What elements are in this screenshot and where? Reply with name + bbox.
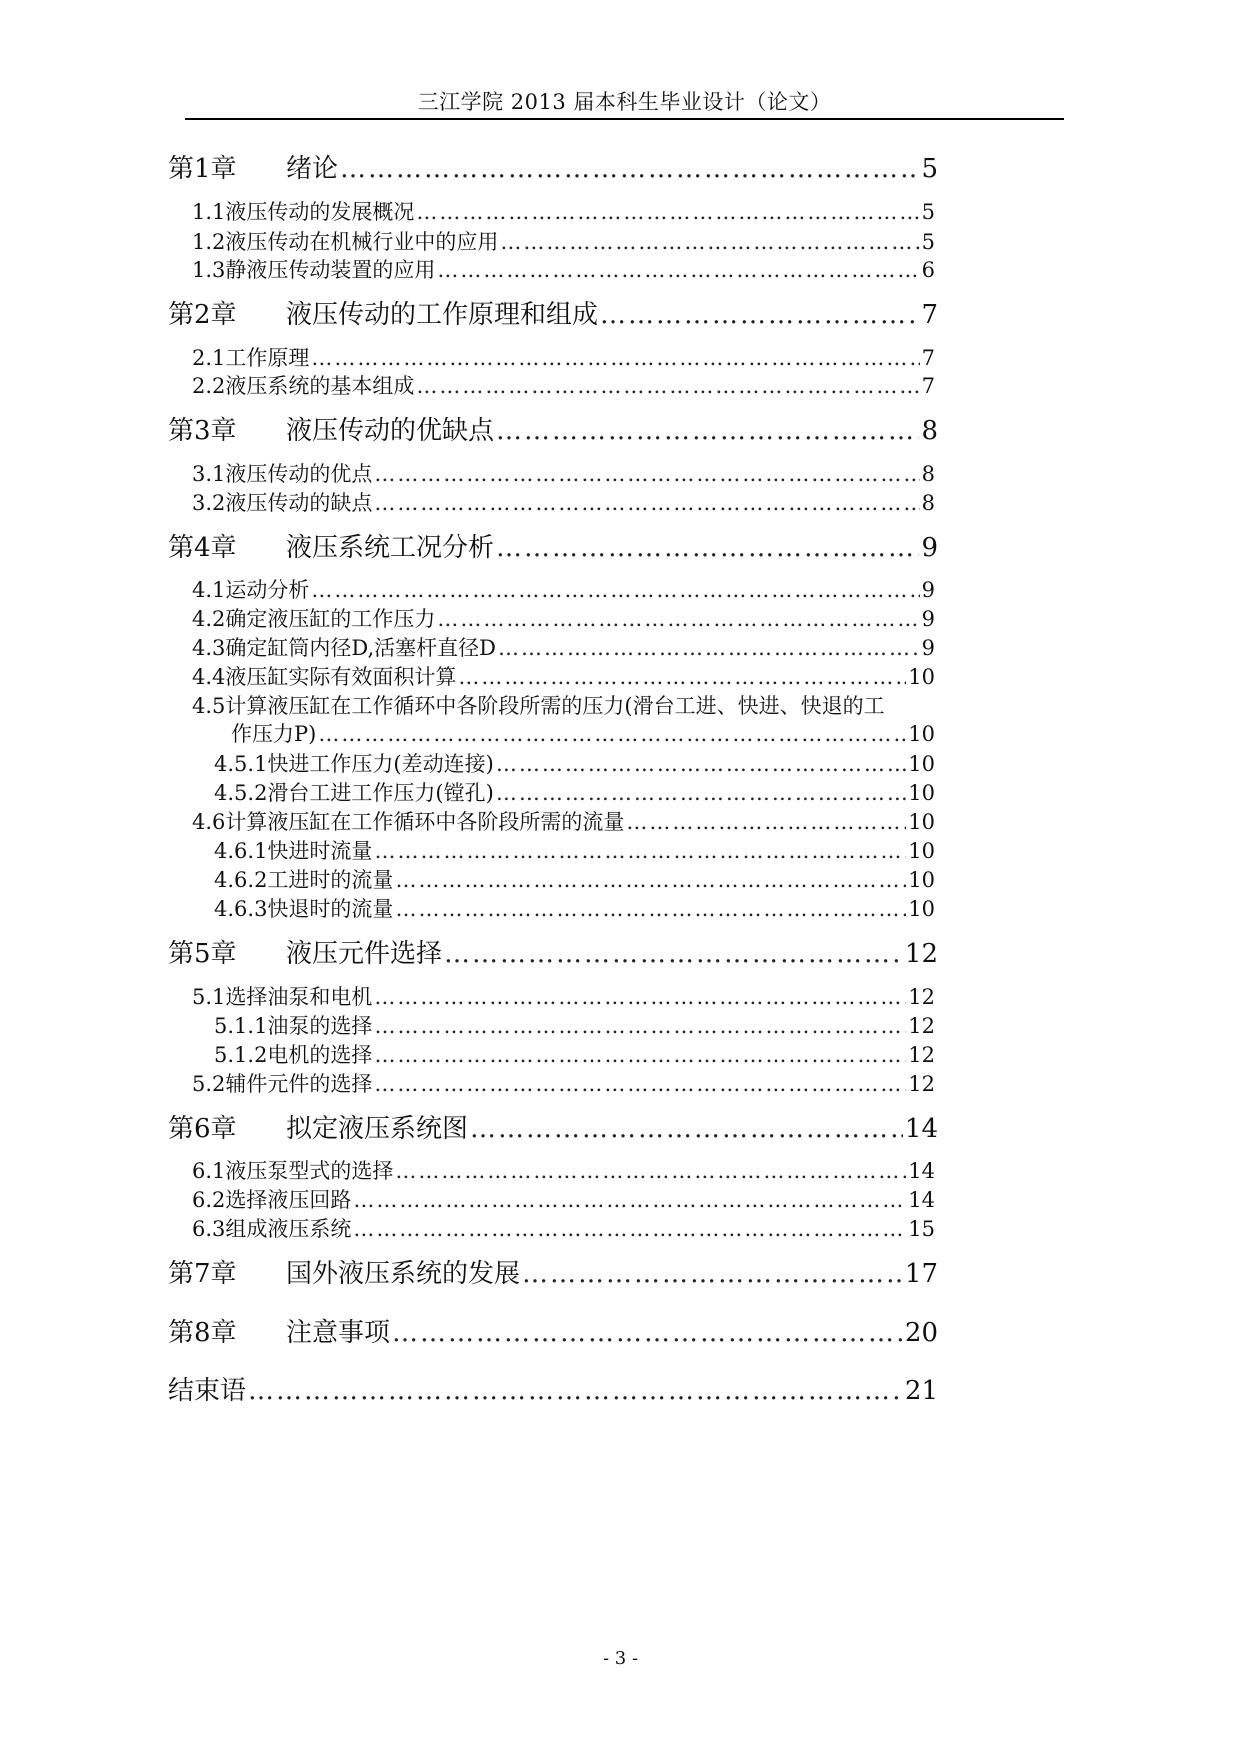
- toc-chapter-1[interactable]: [168, 148, 938, 185]
- section-title: 4.3确定缸筒内径D,活塞杆直径D: [192, 636, 496, 660]
- page-number: 6: [921, 258, 935, 282]
- section-title: 4.6计算液压缸在工作循环中各阶段所需的流量: [192, 810, 625, 834]
- toc-section-4-5-1[interactable]: [214, 748, 935, 778]
- page-number: 10: [908, 839, 935, 863]
- chapter-number: 第8章: [168, 1318, 237, 1348]
- chapter-number: 第3章: [168, 416, 237, 446]
- chapter-title: 国外液压系统的发展: [286, 1259, 521, 1289]
- page-number: 14: [904, 1114, 938, 1144]
- dot-leader: [444, 939, 903, 969]
- section-title: 4.1运动分析: [192, 578, 310, 602]
- toc-section-2-1[interactable]: [192, 342, 935, 372]
- dot-leader: [374, 1043, 906, 1067]
- dot-leader: [437, 607, 919, 631]
- dot-leader: [522, 1259, 903, 1289]
- section-title: 4.4液压缸实际有效面积计算: [192, 665, 457, 689]
- section-title: 4.5.1快进工作压力(差动连接): [214, 752, 494, 776]
- chapter-title: 液压传动的工作原理和组成: [286, 300, 599, 330]
- page-number: 17: [904, 1259, 938, 1289]
- section-title: 5.1选择油泵和电机: [192, 985, 373, 1009]
- page-number: 10: [908, 722, 935, 746]
- section-title: 3.2液压传动的缺点: [192, 491, 373, 515]
- dot-leader: [374, 1072, 906, 1096]
- dot-leader: [500, 230, 919, 254]
- section-title: 1.3静液压传动装置的应用: [192, 258, 436, 282]
- dot-leader: [318, 722, 906, 746]
- section-title: 4.5.2滑台工进工作压力(镗孔): [214, 781, 494, 805]
- page-number: 10: [908, 810, 935, 834]
- dot-leader: [392, 1318, 903, 1348]
- section-title: 1.1液压传动的发展概况: [192, 200, 415, 224]
- page-number: 12: [908, 985, 935, 1009]
- dot-leader: [353, 1188, 906, 1212]
- section-title: 6.3组成液压系统: [192, 1217, 352, 1241]
- dot-leader: [626, 810, 906, 834]
- toc-chapter-3[interactable]: [168, 410, 938, 447]
- section-title: 4.6.2工进时的流量: [214, 868, 394, 892]
- page-number: 7: [921, 374, 935, 398]
- page-number: 10: [908, 752, 935, 776]
- chapter-title: 液压元件选择: [286, 939, 443, 969]
- page-number: 10: [908, 781, 935, 805]
- toc-section-5-1-1[interactable]: [214, 1010, 935, 1040]
- page-number: 10: [908, 665, 935, 689]
- section-title-continued: 作压力P): [231, 722, 317, 746]
- section-title: 4.2确定液压缸的工作压力: [192, 607, 436, 631]
- dot-leader: [496, 781, 906, 805]
- page-number: 8: [921, 462, 935, 486]
- chapter-title: 液压系统工况分析: [286, 533, 495, 563]
- page-number: 12: [908, 1014, 935, 1038]
- toc-section-3-2[interactable]: [192, 487, 935, 517]
- chapter-title: 液压传动的优缺点: [286, 416, 495, 446]
- dot-leader: [496, 533, 919, 563]
- dot-leader: [374, 985, 906, 1009]
- chapter-number: 第4章: [168, 533, 237, 563]
- chapter-number: 第5章: [168, 939, 237, 969]
- toc-section-4-5-line1[interactable]: 4.5计算液压缸在工作循环中各阶段所需的压力(滑台工进、快进、快退的工: [192, 694, 885, 718]
- toc-section-4-5-2[interactable]: [214, 777, 935, 807]
- dot-leader: [374, 462, 919, 486]
- section-title: 5.2辅件元件的选择: [192, 1072, 373, 1096]
- toc-section-5-1-2[interactable]: [214, 1039, 935, 1069]
- page-number: 12: [908, 1043, 935, 1067]
- dot-leader: [374, 1014, 906, 1038]
- page-number: 15: [908, 1217, 935, 1241]
- dot-leader: [340, 154, 919, 184]
- toc-chapter-2[interactable]: [168, 294, 938, 331]
- dot-leader: [248, 1376, 903, 1406]
- dot-leader: [353, 1217, 906, 1241]
- toc-section-6-2[interactable]: [192, 1184, 935, 1214]
- page-number: 9: [921, 636, 935, 660]
- page-number: 14: [908, 1159, 935, 1183]
- section-title: 4.6.1快进时流量: [214, 839, 373, 863]
- section-title: 6.1液压泵型式的选择: [192, 1159, 394, 1183]
- page-number: 12: [904, 939, 938, 969]
- dot-leader: [395, 897, 906, 921]
- toc-section-2-2[interactable]: [192, 370, 935, 400]
- toc-section-6-1[interactable]: [192, 1155, 935, 1185]
- section-title: 5.1.1油泵的选择: [214, 1014, 373, 1038]
- page-number: 8: [921, 416, 938, 446]
- chapter-number: 第1章: [168, 154, 237, 184]
- dot-leader: [498, 636, 920, 660]
- page-number: 7: [921, 346, 935, 370]
- page-footer-number: - 3 -: [602, 1648, 639, 1669]
- dot-leader: [496, 416, 919, 446]
- toc-section-6-3[interactable]: [192, 1213, 935, 1243]
- toc-section-4-2[interactable]: [192, 603, 935, 633]
- toc-conclusion[interactable]: [168, 1370, 938, 1407]
- dot-leader: [416, 374, 919, 398]
- section-title: 4.6.3快退时的流量: [214, 897, 394, 921]
- page-number: 8: [921, 491, 935, 515]
- section-title: 2.1工作原理: [192, 346, 310, 370]
- toc-chapter-8[interactable]: [168, 1312, 938, 1349]
- page-number: 14: [908, 1188, 935, 1212]
- dot-leader: [416, 200, 919, 224]
- dot-leader: [374, 491, 919, 515]
- page-number: 7: [921, 300, 938, 330]
- toc-chapter-6[interactable]: [168, 1108, 938, 1145]
- toc-section-1-2[interactable]: [192, 226, 935, 256]
- dot-leader: [470, 1114, 903, 1144]
- toc-section-3-1[interactable]: [192, 458, 935, 488]
- page-number: 9: [921, 533, 938, 563]
- chapter-number: 第6章: [168, 1114, 237, 1144]
- toc-chapter-5[interactable]: [168, 933, 938, 970]
- section-title: 3.1液压传动的优点: [192, 462, 373, 486]
- toc-section-4-1[interactable]: [192, 574, 935, 604]
- section-title: 1.2液压传动在机械行业中的应用: [192, 230, 499, 254]
- toc-section-4-6[interactable]: [192, 806, 935, 836]
- page-number: 5: [921, 200, 935, 224]
- chapter-title: 绪论: [286, 154, 339, 184]
- dot-leader: [395, 868, 906, 892]
- page-number: 5: [921, 230, 935, 254]
- page-number: 9: [921, 578, 935, 602]
- toc-section-5-2[interactable]: [192, 1068, 935, 1098]
- page-number: 5: [921, 154, 938, 184]
- chapter-number: 第7章: [168, 1259, 237, 1289]
- page-number: 20: [904, 1318, 938, 1348]
- chapter-number: 第2章: [168, 300, 237, 330]
- dot-leader: [458, 665, 906, 689]
- page-number: 10: [908, 868, 935, 892]
- section-title: 2.2液压系统的基本组成: [192, 374, 415, 398]
- toc-chapter-7[interactable]: [168, 1253, 938, 1290]
- dot-leader: [395, 1159, 906, 1183]
- toc-section-1-3[interactable]: [192, 254, 935, 284]
- page-number: 12: [908, 1072, 935, 1096]
- toc-section-4-3[interactable]: [192, 632, 935, 662]
- page-number: 10: [908, 897, 935, 921]
- dot-leader: [600, 300, 919, 330]
- page-header: 三江学院 2013 届本科生毕业设计（论文）: [417, 90, 832, 114]
- dot-leader: [496, 752, 906, 776]
- section-title: 5.1.2电机的选择: [214, 1043, 373, 1067]
- toc-section-4-5[interactable]: [231, 718, 935, 748]
- section-title: 6.2选择液压回路: [192, 1188, 352, 1212]
- toc-section-4-4[interactable]: [192, 661, 935, 691]
- page-number: 9: [921, 607, 935, 631]
- toc-section-4-6-1[interactable]: [214, 835, 935, 865]
- dot-leader: [437, 258, 919, 282]
- dot-leader: [374, 839, 906, 863]
- toc-section-4-6-3[interactable]: [214, 893, 935, 923]
- page-number: 21: [904, 1376, 938, 1406]
- chapter-title: 结束语: [168, 1376, 247, 1406]
- toc-section-1-1[interactable]: [192, 196, 935, 226]
- toc-section-5-1[interactable]: [192, 981, 935, 1011]
- dot-leader: [311, 346, 919, 370]
- toc-section-4-6-2[interactable]: [214, 864, 935, 894]
- chapter-title: 注意事项: [286, 1318, 391, 1348]
- chapter-title: 拟定液压系统图: [286, 1114, 469, 1144]
- toc-chapter-4[interactable]: [168, 527, 938, 564]
- dot-leader: [311, 578, 919, 602]
